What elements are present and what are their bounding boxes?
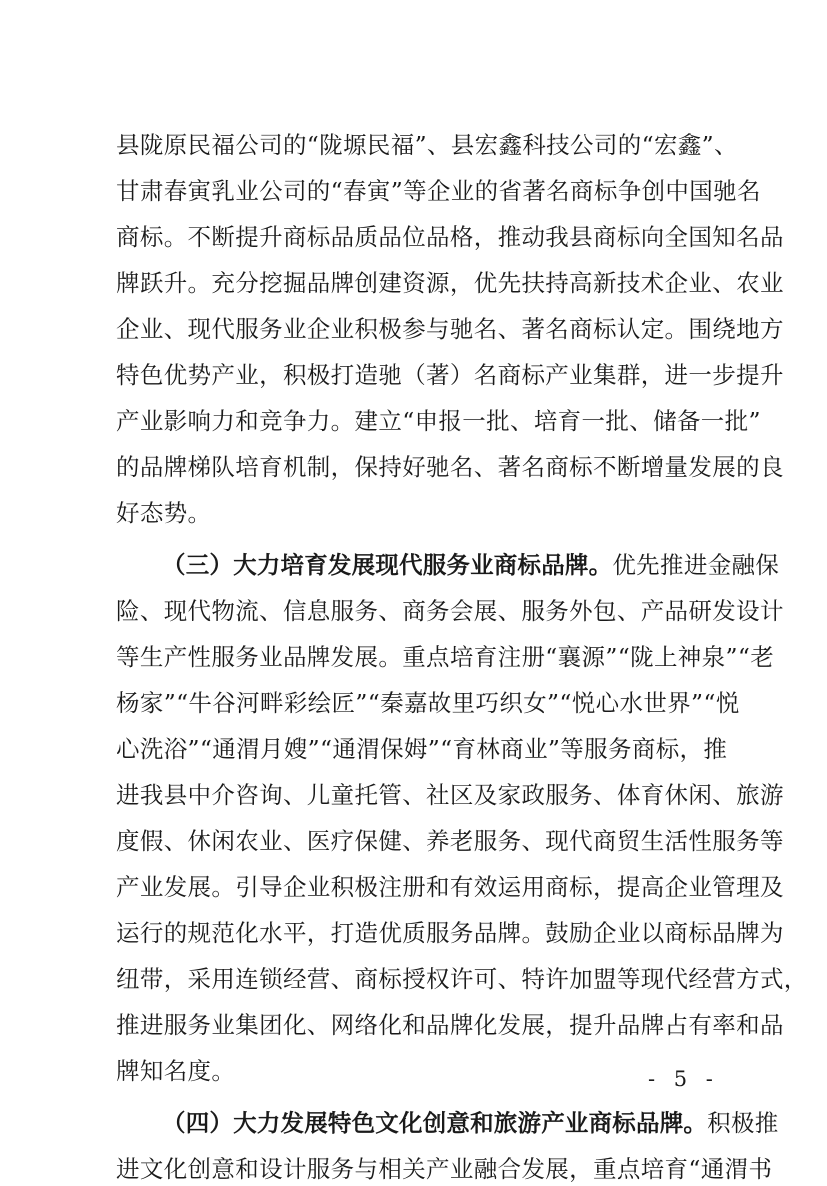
paragraph-line: 县陇原民福公司的“陇塬民福”、县宏鑫科技公司的“宏鑫”、: [116, 131, 738, 159]
paragraph-line: 度假、休闲农业、医疗保健、养老服务、现代商贸生活性服务等: [116, 827, 784, 855]
paragraph-text: 积极推: [707, 1109, 779, 1137]
paragraph-line: 好态势。: [116, 499, 212, 527]
paragraph-line: 险、现代物流、信息服务、商务会展、服务外包、产品研发设计: [116, 597, 784, 625]
page-number: - 5 -: [648, 1067, 719, 1091]
paragraph-line: 商标。不断提升商标品质品位品格，推动我县商标向全国知名品: [116, 223, 784, 251]
paragraph-line: 产业发展。引导企业积极注册和有效运用商标，提高企业管理及: [116, 873, 784, 901]
paragraph-line: 的品牌梯队培育机制，保持好驰名、著名商标不断增量发展的良: [116, 453, 784, 481]
section-heading-4: （四）大力发展特色文化创意和旅游产业商标品牌。: [162, 1109, 708, 1137]
paragraph-line: 特色优势产业，积极打造驰（著）名商标产业集群，进一步提升: [116, 361, 784, 389]
paragraph-line: 推进服务业集团化、网络化和品牌化发展，提升品牌占有率和品: [116, 1011, 784, 1039]
paragraph-line: 进文化创意和设计服务与相关产业融合发展，重点培育“通渭书: [116, 1155, 773, 1183]
paragraph-line: 杨家”“牛谷河畔彩绘匠”“秦嘉故里巧织女”“悦心水世界”“悦: [116, 689, 740, 717]
paragraph-line: 产业影响力和竞争力。建立“申报一批、培育一批、储备一批”: [116, 407, 761, 435]
paragraph-line: 运行的规范化水平，打造优质服务品牌。鼓励企业以商标品牌为: [116, 919, 784, 947]
section-heading-3: （三）大力培育发展现代服务业商标品牌。: [162, 551, 613, 579]
paragraph-line: 纽带，采用连锁经营、商标授权许可、特许加盟等现代经营方式，: [116, 965, 808, 993]
paragraph-line: 心洗浴”“通渭月嫂”“通渭保姆”“育林商业”等服务商标，推: [116, 735, 728, 763]
paragraph-line: 企业、现代服务业企业积极参与驰名、著名商标认定。围绕地方: [116, 315, 784, 343]
paragraph-line: 进我县中介咨询、儿童托管、社区及家政服务、体育休闲、旅游: [116, 781, 784, 809]
section-heading-line: [162, 548, 779, 582]
section-heading-line: [162, 1106, 779, 1140]
paragraph-line: 牌知名度。: [116, 1057, 236, 1085]
paragraph-text: 优先推进金融保: [612, 551, 780, 579]
paragraph-line: 甘肃春寅乳业公司的“春寅”等企业的省著名商标争创中国驰名: [116, 177, 761, 205]
paragraph-line: 等生产性服务业品牌发展。重点培育注册“襄源”“陇上神泉”“老: [116, 643, 775, 671]
paragraph-line: 牌跃升。充分挖掘品牌创建资源，优先扶持高新技术企业、农业: [116, 269, 784, 297]
